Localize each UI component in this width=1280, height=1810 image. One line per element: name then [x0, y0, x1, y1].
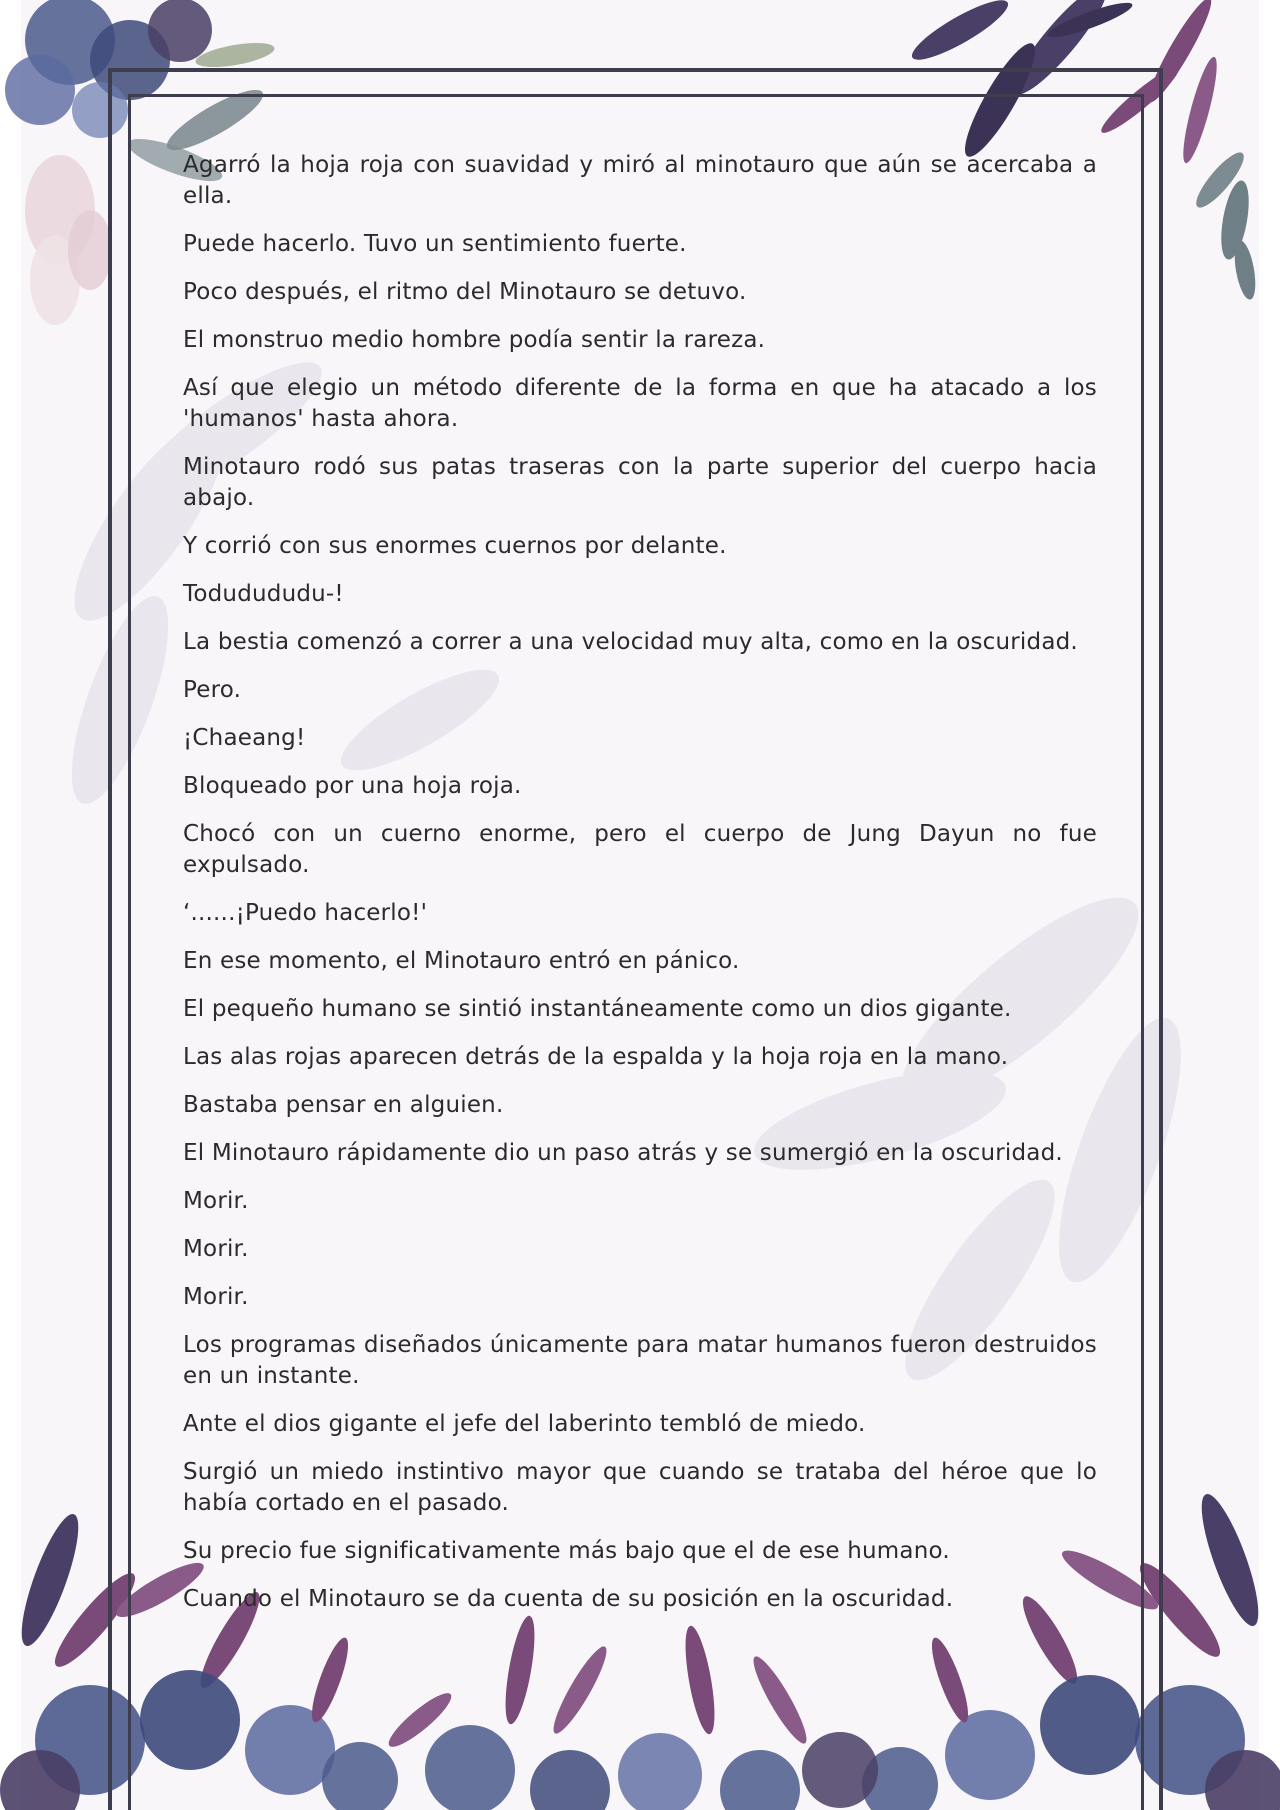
paragraph: Pero.	[183, 677, 242, 703]
paragraph: Los programas diseñados únicamente para matar humanos fueron destruidos en un instante.	[183, 1332, 1097, 1389]
paragraph: El pequeño humano se sintió instantáneamente como un dios gigante.	[183, 996, 1012, 1022]
paragraph: Agarró la hoja roja con suavidad y miró al minotauro que aún se acercaba a ella.	[183, 152, 1097, 209]
paragraph: Las alas rojas aparecen detrás de la espalda y la hoja roja en la mano.	[183, 1044, 1009, 1070]
paragraph: Su precio fue significativamente más bajo que el de ese humano.	[183, 1538, 950, 1564]
paragraph: Bastaba pensar en alguien.	[183, 1092, 504, 1118]
paragraph: Bloqueado por una hoja roja.	[183, 773, 522, 799]
paragraph: Todudududu-!	[183, 581, 344, 607]
paragraph: En ese momento, el Minotauro entró en pánico.	[183, 948, 740, 974]
paragraph: Morir.	[183, 1188, 249, 1214]
paragraph: Morir.	[183, 1236, 249, 1262]
document-body	[183, 150, 1097, 1615]
paragraph: Chocó con un cuerno enorme, pero el cuerpo de Jung Dayun no fue expulsado.	[183, 821, 1097, 878]
paragraph: Cuando el Minotauro se da cuenta de su posición en la oscuridad.	[183, 1586, 954, 1612]
paragraph: Poco después, el ritmo del Minotauro se detuvo.	[183, 279, 747, 305]
paragraph: El Minotauro rápidamente dio un paso atrás y se sumergió en la oscuridad.	[183, 1140, 1063, 1166]
paragraph: ‘......¡Puedo hacerlo!'	[183, 900, 428, 926]
paragraph: Surgió un miedo instintivo mayor que cuando se trataba del héroe que lo había cortado en el pasado.	[183, 1459, 1097, 1516]
paragraph: Morir.	[183, 1284, 249, 1310]
paragraph: Así que elegio un método diferente de la forma en que ha atacado a los 'humanos' hasta ahora.	[183, 375, 1097, 432]
paragraph: Minotauro rodó sus patas traseras con la parte superior del cuerpo hacia abajo.	[183, 454, 1097, 511]
paragraph: Ante el dios gigante el jefe del laberinto tembló de miedo.	[183, 1411, 866, 1437]
paragraph: Y corrió con sus enormes cuernos por delante.	[183, 533, 727, 559]
paragraph: ¡Chaeang!	[183, 725, 306, 751]
paragraph: Puede hacerlo. Tuvo un sentimiento fuerte.	[183, 231, 687, 257]
paragraph: El monstruo medio hombre podía sentir la rareza.	[183, 327, 766, 353]
paragraph: La bestia comenzó a correr a una velocidad muy alta, como en la oscuridad.	[183, 629, 1078, 655]
